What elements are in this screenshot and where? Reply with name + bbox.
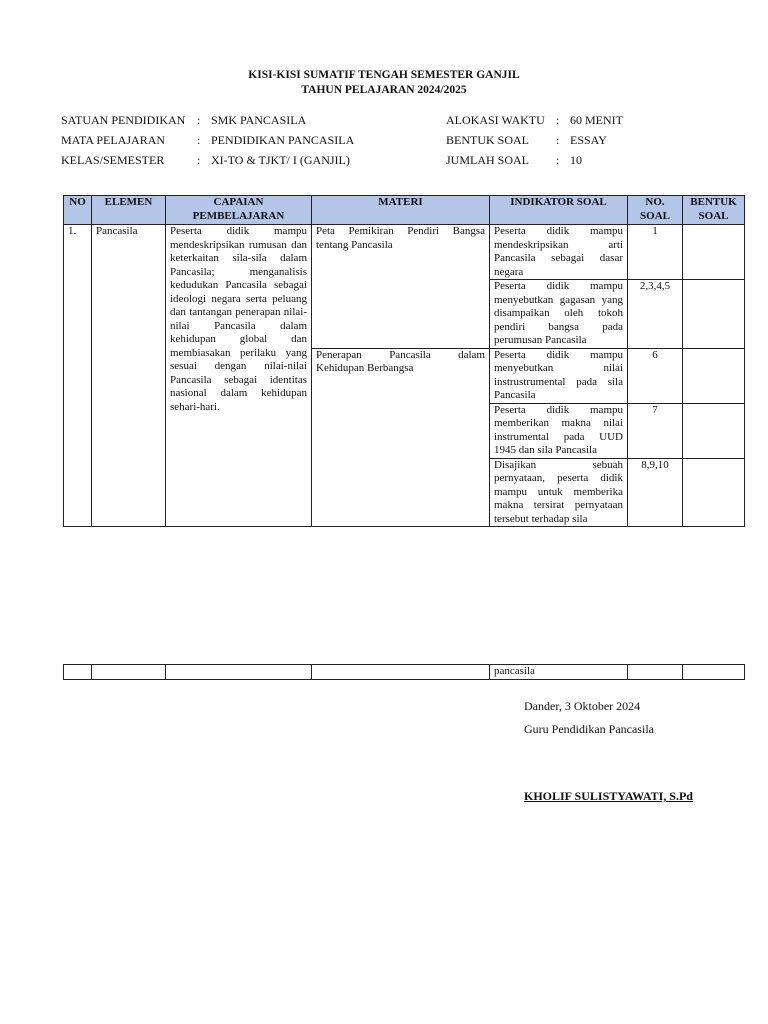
cell-no-soal: 7 (628, 403, 683, 458)
cell-indikator: Disajikan sebuah pernyataan, peserta didik mampu untuk memberika makna tersirat pernyataan tersebut terhadap sila (490, 458, 628, 527)
cell-bentuk-soal (683, 348, 745, 403)
meta-row-bentuk (446, 130, 623, 150)
meta-value: ESSAY (570, 133, 607, 147)
meta-label: JUMLAH SOAL (446, 153, 530, 167)
cell-indikator-continuation: pancasila (490, 665, 628, 680)
meta-row-jumlah (446, 150, 623, 170)
meta-row-satuan (61, 110, 354, 130)
cell-empty (64, 665, 92, 680)
header-indikator: INDIKATOR SOAL (490, 196, 628, 225)
meta-value: PENDIDIKAN PANCASILA (211, 133, 355, 147)
meta-row-mapel (61, 130, 354, 150)
meta-label: KELAS/SEMESTER (61, 153, 165, 167)
kisi-kisi-table (63, 195, 745, 527)
continuation-table (63, 664, 745, 680)
cell-no-soal: 1 (628, 225, 683, 280)
meta-label: SATUAN PENDIDIKAN (61, 113, 186, 127)
document-title: KISI-KISI SUMATIF TENGAH SEMESTER GANJIL (248, 69, 520, 81)
signature-place-date: Dander, 3 Oktober 2024 (524, 699, 641, 713)
meta-label: BENTUK SOAL (446, 133, 529, 147)
signature-role: Guru Pendidikan Pancasila (524, 722, 654, 736)
cell-elemen: Pancasila (92, 225, 166, 527)
meta-row-alokasi (446, 110, 623, 130)
cell-materi-2: Penerapan Pancasila dalam Kehidupan Berbangsa (312, 348, 490, 527)
cell-capaian: Peserta didik mampu mendeskripsikan rumusan dan keterkaitan sila-sila dalam Pancasila; menganalisis kedudukan Pancasila sebagai ideologi negara serta peluang dan tantangan penerapan nilai-nilai Pancasila dalam kehidupan global dan membiasakan perilaku yang sesuai dengan nilai-nilai Pancasila sebagai identitas nasional dalam kehidupan sehari-hari. (166, 225, 312, 527)
cell-bentuk-soal (683, 458, 745, 527)
meta-value: SMK PANCASILA (211, 113, 307, 127)
cell-no-soal: 8,9,10 (628, 458, 683, 527)
meta-colon: : (556, 133, 560, 147)
cell-bentuk-soal (683, 403, 745, 458)
cell-empty (628, 665, 683, 680)
header-no-soal: NO. SOAL (628, 196, 683, 225)
meta-left-block (61, 110, 354, 170)
meta-colon: : (197, 133, 201, 147)
table-header-row (64, 196, 745, 225)
signature-name: KHOLIF SULISTYAWATI, S.Pd (524, 789, 693, 803)
header-capaian: CAPAIAN PEMBELAJARAN (166, 196, 312, 225)
cell-no-soal: 2,3,4,5 (628, 280, 683, 349)
header-elemen: ELEMEN (92, 196, 166, 225)
header-bentuk-soal: BENTUK SOAL (683, 196, 745, 225)
document-subtitle: TAHUN PELAJARAN 2024/2025 (301, 84, 467, 96)
cell-no: 1. (64, 225, 92, 527)
meta-colon: : (556, 113, 560, 127)
meta-row-kelas (61, 150, 354, 170)
cell-indikator: Peserta didik mampu mendeskripsikan arti Pancasila sebagai dasar negara (490, 225, 628, 280)
meta-value: XI-TO & TJKT/ I (GANJIL) (211, 153, 350, 167)
cell-bentuk-soal (683, 280, 745, 349)
header-materi: MATERI (312, 196, 490, 225)
meta-label: MATA PELAJARAN (61, 133, 166, 147)
cell-empty (166, 665, 312, 680)
cell-materi-1: Peta Pemikiran Pendiri Bangsa tentang Pancasila (312, 225, 490, 349)
cell-indikator: Peserta didik mampu menyebutkan nilai instrustrumental pada sila Pancasila (490, 348, 628, 403)
cell-empty (92, 665, 166, 680)
cell-indikator: Peserta didik mampu memberikan makna nilai instrumental pada UUD 1945 dan sila Pancasila (490, 403, 628, 458)
cell-no-soal: 6 (628, 348, 683, 403)
meta-colon: : (197, 113, 201, 127)
cell-bentuk-soal (683, 225, 745, 280)
cell-empty (312, 665, 490, 680)
table-row (64, 225, 745, 280)
meta-value: 60 MENIT (570, 113, 623, 127)
meta-label: ALOKASI WAKTU (446, 113, 545, 127)
cell-indikator: Peserta didik mampu menyebutkan gagasan yang disampaikan oleh tokoh pendiri bangsa pada perumusan Pancasila (490, 280, 628, 349)
meta-colon: : (197, 153, 201, 167)
meta-colon: : (556, 153, 560, 167)
meta-right-block (446, 110, 623, 170)
cell-empty (683, 665, 745, 680)
meta-value: 10 (570, 153, 582, 167)
table-row (64, 665, 745, 680)
header-no: NO (64, 196, 92, 225)
